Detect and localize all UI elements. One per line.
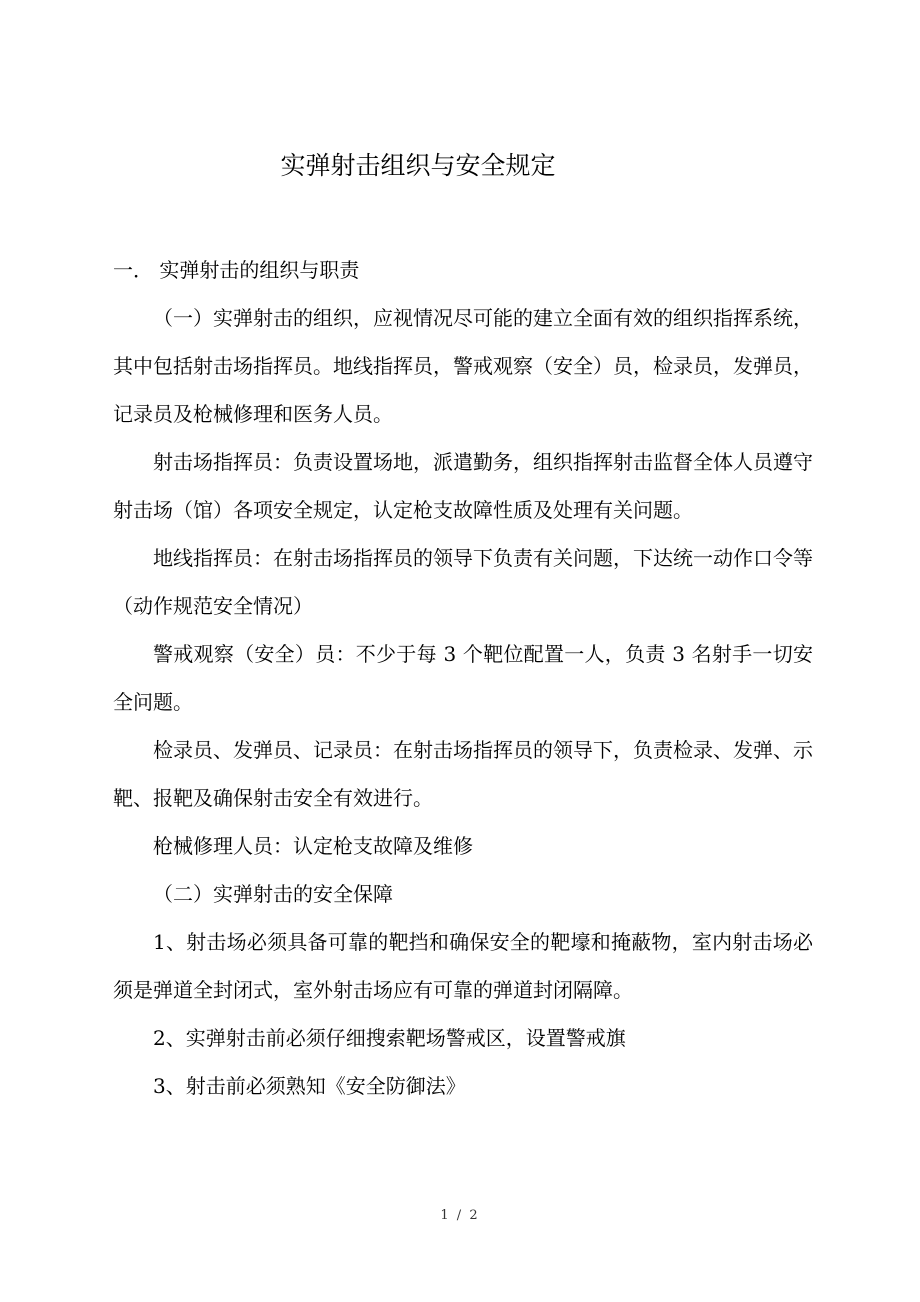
paragraph-recorders: 检录员、发弹员、记录员：在射击场指挥员的领导下，负责检录、发弹、示靶、报靶及确保射击安全有效进行。 [113,738,813,810]
paragraph-safety-item-2: 2、实弹射击前必须仔细搜索靶场警戒区，设置警戒旗 [153,1026,626,1050]
document-body [113,246,813,1110]
paragraph-safety-item-1: 1、射击场必须具备可靠的靶挡和确保安全的靶壕和掩蔽物，室内射击场必须是弹道全封闭式，室外射击场应有可靠的弹道封闭隔障。 [113,930,813,1002]
paragraph-safety-observer: 警戒观察（安全）员：不少于每 3 个靶位配置一人，负责 3 名射手一切安全问题。 [113,642,813,714]
page-number: 1 / 2 [440,1208,480,1223]
paragraph-line-commander: 地线指挥员：在射击场指挥员的领导下负责有关问题，下达统一动作口令等（动作规范安全情况） [113,546,813,618]
paragraph-safety-item-3: 3、射击前必须熟知《安全防御法》 [153,1074,466,1098]
subsection-heading-safety: （二）实弹射击的安全保障 [153,882,393,906]
section-heading-1: 一． 实弹射击的组织与职责 [113,258,360,282]
paragraph-organization: （一）实弹射击的组织，应视情况尽可能的建立全面有效的组织指挥系统，其中包括射击场指挥员。地线指挥员，警戒观察（安全）员，检录员，发弹员，记录员及枪械修理和医务人员。 [113,306,813,426]
paragraph-range-commander: 射击场指挥员：负责设置场地，派遣勤务，组织指挥射击监督全体人员遵守射击场（馆）各项安全规定，认定枪支故障性质及处理有关问题。 [113,450,813,522]
paragraph-gunsmith: 枪械修理人员：认定枪支故障及维修 [153,834,473,858]
document-title: 实弹射击组织与安全规定 [280,151,556,180]
